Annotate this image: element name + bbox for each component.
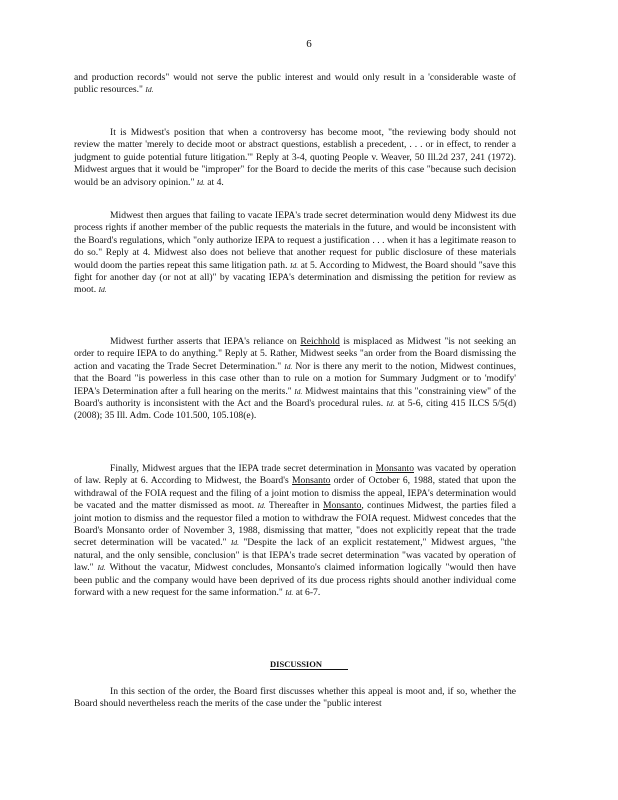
case-name-reichhold: Reichhold (300, 336, 340, 347)
paragraph-text: at 6-7. (295, 587, 321, 599)
id-citation: Id. (294, 386, 303, 396)
paragraph-text: order of October 6, 1988, stated that upon the withdrawal of the FOIA request and the filing of a joint motion to dismiss the appeal, IEPA's determination would be vacated and the matter dismissed as moot. (74, 475, 516, 512)
paragraph-text: Thereafter in (268, 500, 320, 512)
id-citation: Id. (284, 361, 293, 371)
paragraph-text: Without the vacatur, Midwest concludes, Monsanto's claimed information logically "would then have been public and the company would have been deprived of its due process rights should another individual come forward with a new request for the same information." (74, 562, 516, 599)
case-name-monsanto: Monsanto (323, 500, 362, 512)
paragraph-text: Nor is there any merit to the notion, Midwest continues, that the Board "is powerless in this case other than to rule on a motion for Summary Judgment or to 'modify' IEPA's Determination after a full hearing on the merits." (74, 360, 516, 397)
paragraph-text: and production records" would not serve the public interest and would only result in a 'considerable waste of public resources." (74, 72, 516, 96)
id-citation: Id. (290, 260, 299, 270)
id-citation: Id. (257, 501, 266, 511)
id-citation: Id. (230, 538, 239, 548)
id-citation: Id. (98, 285, 107, 295)
paragraph-due-process (74, 210, 516, 297)
paragraph-text: was vacated by operation of law. Reply at 6. According to Midwest, the Board's (74, 463, 517, 487)
id-citation: Id. (196, 177, 205, 187)
paragraph-mootness-position (74, 127, 516, 189)
paragraph-text: is misplaced as Midwest "is not seeking an order to require IEPA to do anything." Reply at 5. Rather, Midwest seeks "an order from the Board dismissing the action and vacating the Trade Secret Determination." (74, 336, 517, 372)
carryover-paragraph (74, 72, 516, 97)
paragraph-text: It is Midwest's position that when a controversy has become moot, "the reviewing body should not review the matter 'merely to decide moot or abstract questions, establish a precedent, . . . or in effect, to render a judgment to guide potential future litigation.'" Reply at 3-4, quoting People v. Weaver, 50 Ill.2d 237, 241 (1972). Midwest argues that it would be "improper" for the Board to decide the merits of this case "because such decision would be an advisory opinion." (74, 127, 516, 188)
discussion-heading: DISCUSSION (270, 659, 348, 670)
paragraph-text: Midwest further asserts that IEPA's reliance on (110, 336, 297, 347)
paragraph-discussion-intro (74, 686, 516, 711)
paragraph-monsanto (74, 463, 516, 599)
case-name-monsanto: Monsanto (375, 463, 414, 474)
page-number: 6 (306, 38, 312, 50)
section-heading (0, 659, 618, 670)
paragraph-text: , continues Midwest, the parties filed a joint motion to dismiss and the requestor filed a motion to withdraw the FOIA request. Midwest concedes that the Board's Monsanto order of November 3, 1988, dismissing that matter, "does not explicitly repeat that the trade secret determination will be vacated." (74, 500, 516, 549)
paragraph-reichhold (74, 336, 516, 423)
paragraph-text: Midwest then argues that failing to vacate IEPA's trade secret determination would deny Midwest its due process rights if another member of the public requests the materials in the future, and would be inconsistent with the Board's regulations, which "only authorize IEPA to request a justification . . . when it has a legitimate reason to do so." Reply at 4. Midwest also does not believe that another request for public disclosure of these materials would doom the parties repeat this same litigation path. (74, 210, 516, 271)
paragraph-text: at 5-6, citing 415 ILCS 5/5(d) (2008); 35 Ill. Adm. Code 101.500, 105.108(e). (74, 398, 517, 422)
paragraph-text: at 5. According to Midwest, the Board should "save this fight for another day (or not at all)" by vacating IEPA's determination and dismissing the petition for review as moot. (74, 259, 516, 296)
paragraph-text: at 4. (207, 176, 224, 188)
id-citation: Id. (386, 399, 395, 409)
paragraph-text: Midwest maintains that this "constraining view" of the Board's authority is inconsistent with the Act and the Board's procedural rules. (74, 385, 516, 410)
id-citation: Id. (97, 563, 106, 573)
paragraph-text: In this section of the order, the Board first discusses whether this appeal is moot and, if so, whether the Board should nevertheless reach the merits of the case under the "public interest (74, 686, 516, 710)
id-citation: Id. (145, 85, 154, 95)
paragraph-text: "Despite the lack of an explicit restatement," Midwest argues, "the natural, and the only sensible, conclusion" is that IEPA's trade secret determination "was vacated by operation of law." (74, 537, 516, 574)
paragraph-text: Finally, Midwest argues that the IEPA trade secret determination in (110, 463, 373, 474)
case-name-monsanto: Monsanto (292, 475, 331, 487)
id-citation: Id. (285, 588, 294, 598)
